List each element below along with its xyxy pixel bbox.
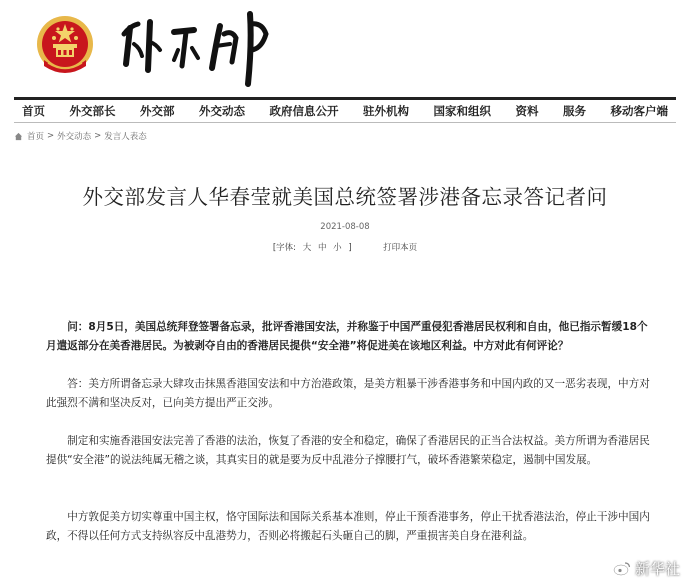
- breadcrumb-spokesperson[interactable]: 发言人表态: [104, 132, 147, 142]
- national-emblem-icon[interactable]: [34, 14, 96, 80]
- breadcrumb-diplomatic-news[interactable]: 外交动态: [57, 132, 92, 142]
- main-nav: [14, 97, 676, 123]
- article-paragraph: 答：美方所谓备忘录大肆攻击抹黑香港国安法和中方治港政策，是美方粗暴干涉香港事务和中国内政的又一恶劣表现，中方对此强烈不满和坚决反对，已向美方提出严正交涉。: [46, 378, 650, 409]
- nav-item-gov-info[interactable]: 政府信息公开: [269, 104, 339, 118]
- xinhua-watermark: [613, 558, 680, 579]
- breadcrumb-separator: >: [47, 131, 55, 141]
- home-icon: [14, 132, 23, 141]
- font-large-button[interactable]: 大: [302, 243, 312, 253]
- nav-item-diplomatic-news[interactable]: 外交动态: [199, 104, 245, 118]
- article-paragraph: 制定和实施香港国安法完善了香港的法治，恢复了香港的安全和稳定，确保了香港居民的正当合法权益。美方所谓为香港居民提供“安全港”的说法纯属无稽之谈，其真实目的就是要为反中乱港分子撑腰打气，破坏香港繁荣稳定，遏制中国发展。: [46, 435, 650, 466]
- nav-item-missions[interactable]: 驻外机构: [363, 104, 409, 118]
- print-button[interactable]: 打印本页: [383, 243, 418, 253]
- site-logo-calligraphy[interactable]: [112, 4, 282, 88]
- article-question: 问：8月5日，美国总统拜登签署备忘录，批评香港国安法，并称鉴于中国严重侵犯香港居民权利和自由，他已指示暂缓18个月遣返部分在美香港居民。为被剥夺自由的香港居民提供“安全港”将促进美在该地区利益。中方对此有何评论？: [46, 321, 648, 352]
- nav-item-ministry[interactable]: 外交部: [140, 104, 175, 118]
- nav-item-resources[interactable]: 资料: [515, 104, 539, 118]
- watermark-text: 新华社: [634, 560, 680, 578]
- font-small-button[interactable]: 小: [333, 243, 342, 253]
- article-paragraph: 中方敦促美方切实尊重中国主权，恪守国际法和国际关系基本准则，停止干预香港事务，停止干扰香港法治，停止干涉中国内政，不得以任何方式支持纵容反中乱港势力，否则必将搬起石头砸自己的脚，严重损害美自身在港利益。: [46, 511, 650, 542]
- nav-item-services[interactable]: 服务: [563, 104, 586, 118]
- article-tools: [0, 241, 690, 253]
- font-size-close: ]: [348, 243, 352, 253]
- weibo-icon: [613, 561, 631, 576]
- site-header: [0, 0, 690, 95]
- breadcrumb: [14, 128, 147, 144]
- article-date: 2021-08-08: [320, 222, 370, 232]
- nav-item-mobile[interactable]: 移动客户端: [610, 104, 668, 118]
- breadcrumb-separator: >: [94, 131, 102, 141]
- nav-item-home[interactable]: 首页: [22, 104, 45, 118]
- breadcrumb-home[interactable]: 首页: [27, 132, 45, 142]
- article-title: 外交部发言人华春莹就美国总统签署涉港备忘录答记者问: [82, 185, 608, 209]
- nav-item-countries[interactable]: 国家和组织: [433, 104, 491, 118]
- font-medium-button[interactable]: 中: [317, 243, 327, 253]
- nav-item-minister[interactable]: 外交部长: [69, 104, 116, 118]
- font-size-label: [字体:: [272, 243, 297, 253]
